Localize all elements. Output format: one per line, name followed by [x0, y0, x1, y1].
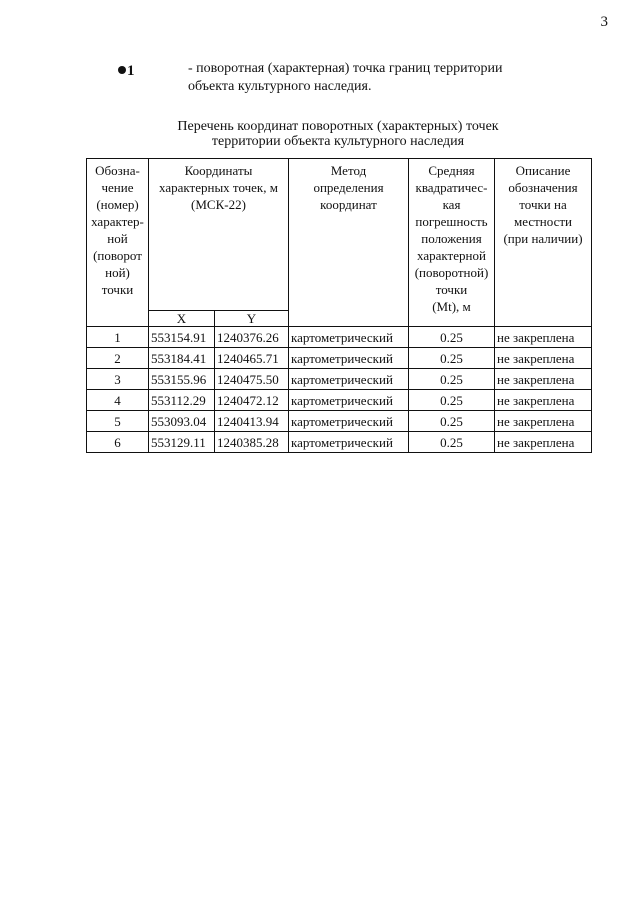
cell-x: 553093.04: [149, 411, 215, 432]
cell-method: картометрический: [289, 432, 409, 453]
table-row: [87, 348, 592, 369]
header-y: Y: [215, 311, 289, 327]
cell-x: 553154.91: [149, 327, 215, 348]
cell-error: 0.25: [409, 327, 495, 348]
cell-method: картометрический: [289, 327, 409, 348]
point-marker-icon: [118, 66, 126, 74]
header-line: характер-: [91, 214, 144, 229]
header-line: (при наличии): [503, 231, 583, 246]
cell-description: не закреплена: [495, 390, 592, 411]
header-line: местности: [514, 214, 572, 229]
header-line: Обозна-: [95, 163, 140, 178]
header-x: X: [149, 311, 215, 327]
cell-description: не закреплена: [495, 348, 592, 369]
header-error: [409, 159, 495, 327]
header-line: точки: [435, 282, 468, 297]
cell-error: 0.25: [409, 348, 495, 369]
header-line: (поворот: [93, 248, 142, 263]
cell-point-number: 3: [87, 369, 149, 390]
header-line: Координаты: [184, 163, 253, 178]
cell-point-number: 1: [87, 327, 149, 348]
cell-y: 1240472.12: [215, 390, 289, 411]
header-line: точки: [101, 282, 134, 297]
cell-point-number: 2: [87, 348, 149, 369]
header-line: погрешность: [415, 214, 488, 229]
header-coordinates: [149, 159, 289, 311]
page-number: 3: [600, 14, 608, 30]
cell-y: 1240376.26: [215, 327, 289, 348]
cell-x: 553184.41: [149, 348, 215, 369]
cell-method: картометрический: [289, 390, 409, 411]
header-line: кая: [442, 197, 461, 212]
caption-line-1: Перечень координат поворотных (характерных) точек: [177, 119, 499, 134]
header-line: чение: [101, 180, 134, 195]
header-line: характерных точек, м: [159, 180, 278, 195]
table-row: [87, 327, 592, 348]
header-line: определения: [313, 180, 384, 195]
header-line: Описание: [515, 163, 571, 178]
cell-x: 553129.11: [149, 432, 215, 453]
header-line: обозначения: [508, 180, 578, 195]
caption-line-2: территории объекта культурного наследия: [211, 134, 465, 149]
header-description: [495, 159, 592, 327]
header-line: положения: [421, 231, 482, 246]
header-line: (поворотной): [414, 265, 489, 280]
cell-point-number: 4: [87, 390, 149, 411]
cell-y: 1240385.28: [215, 432, 289, 453]
cell-description: не закреплена: [495, 432, 592, 453]
cell-description: не закреплена: [495, 327, 592, 348]
cell-method: картометрический: [289, 369, 409, 390]
cell-y: 1240413.94: [215, 411, 289, 432]
legend-symbol: [118, 63, 135, 80]
cell-point-number: 6: [87, 432, 149, 453]
cell-description: не закреплена: [495, 411, 592, 432]
header-line: ной): [105, 265, 130, 280]
cell-y: 1240465.71: [215, 348, 289, 369]
header-line: характерной: [417, 248, 486, 263]
cell-error: 0.25: [409, 411, 495, 432]
header-line: координат: [320, 197, 377, 212]
header-line: ной: [107, 231, 128, 246]
table-row: [87, 411, 592, 432]
header-line: Метод: [330, 163, 367, 178]
cell-description: не закреплена: [495, 369, 592, 390]
header-line: (МСК-22): [191, 197, 246, 212]
legend-symbol-number: 1: [127, 63, 135, 79]
cell-error: 0.25: [409, 369, 495, 390]
coordinates-table: [86, 158, 592, 453]
cell-method: картометрический: [289, 411, 409, 432]
cell-method: картометрический: [289, 348, 409, 369]
cell-error: 0.25: [409, 390, 495, 411]
cell-point-number: 5: [87, 411, 149, 432]
header-method: [289, 159, 409, 327]
cell-x: 553112.29: [149, 390, 215, 411]
header-line: точки на: [519, 197, 567, 212]
table-row: [87, 369, 592, 390]
cell-error: 0.25: [409, 432, 495, 453]
header-line: (Mt), м: [432, 299, 471, 314]
legend-text: - поворотная (характерная) точка границ территории объекта культурного наследия.: [188, 61, 503, 94]
cell-x: 553155.96: [149, 369, 215, 390]
table-row: [87, 432, 592, 453]
header-designation: [87, 159, 149, 327]
cell-y: 1240475.50: [215, 369, 289, 390]
header-line: (номер): [96, 197, 139, 212]
header-line: Средняя: [428, 163, 475, 178]
header-line: квадратичес-: [415, 180, 488, 195]
table-row: [87, 390, 592, 411]
table-caption: [86, 119, 590, 149]
